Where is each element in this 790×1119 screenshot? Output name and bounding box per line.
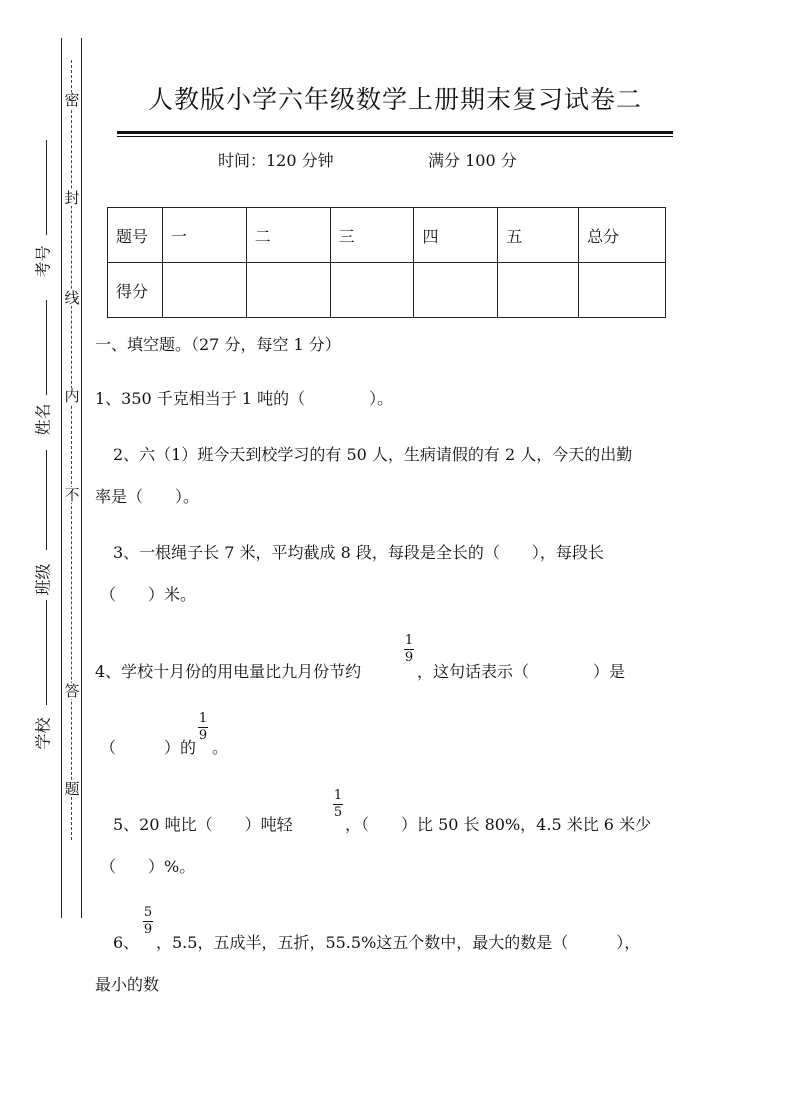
question-1: 1、350 千克相当于 1 吨的（ ）。: [95, 389, 394, 408]
label-name: 姓名: [33, 403, 53, 436]
question-2-line-1: 2、六（1）班今天到校学习的有 50 人，生病请假的有 2 人，今天的出勤: [113, 445, 633, 464]
title-rule-thick: [117, 131, 673, 134]
seal-char-da: 答: [64, 682, 80, 700]
label-class: 班级: [33, 563, 53, 596]
seal-char-xian: 线: [64, 289, 80, 307]
question-3-line-2: （ ）米。: [100, 585, 197, 604]
table-cell: 二: [246, 208, 330, 263]
question-4-line-1b: ，这句话表示（ ）是: [417, 662, 626, 681]
fraction-q4-b: [198, 712, 208, 743]
exam-time: 时间：120 分钟: [218, 151, 334, 170]
table-cell: 一: [162, 208, 246, 263]
score-input-cell[interactable]: [579, 263, 666, 318]
table-cell: 得分: [108, 263, 163, 318]
fraction-numerator: 1: [333, 788, 343, 803]
table-cell: 四: [414, 208, 498, 263]
class-field[interactable]: [46, 450, 47, 550]
seal-char-feng: 封: [64, 189, 80, 207]
label-exam-number: 考号: [33, 245, 53, 278]
table-row: [108, 208, 666, 263]
question-5-line-2: （ ）%。: [100, 857, 196, 876]
question-4-line-2b: 。: [212, 738, 229, 757]
title-rule-thin: [117, 136, 673, 137]
fraction-q5: [333, 789, 343, 820]
fraction-q6: [143, 906, 153, 937]
question-4-line-2a: （ ）的: [100, 738, 197, 757]
full-score: 满分 100 分: [428, 151, 517, 170]
seal-char-ti: 题: [64, 780, 80, 798]
margin-line-left: [61, 38, 62, 918]
school-field[interactable]: [46, 600, 47, 705]
question-6-prefix: 6、: [113, 933, 140, 952]
seal-char-bu: 不: [64, 486, 80, 504]
fraction-numerator: 5: [143, 905, 153, 920]
seal-dashed-line: [71, 60, 72, 840]
fraction-denominator: 5: [333, 805, 343, 820]
name-field[interactable]: [46, 300, 47, 395]
fraction-denominator: 9: [404, 650, 414, 665]
question-3-line-1: 3、一根绳子长 7 米，平均截成 8 段，每段是全长的（ ），每段长: [113, 543, 604, 562]
score-table: [107, 207, 666, 318]
score-input-cell[interactable]: [330, 263, 414, 318]
question-6-line-2: 最小的数: [95, 975, 160, 994]
question-2-line-2: 率是（ ）。: [95, 487, 200, 506]
margin-line-right: [81, 38, 82, 918]
question-4-line-1a: 4、学校十月份的用电量比九月份节约: [95, 662, 362, 681]
seal-char-mi: 密: [64, 91, 80, 109]
seal-char-nei: 内: [64, 387, 80, 405]
table-cell: 题号: [108, 208, 163, 263]
table-cell: 三: [330, 208, 414, 263]
question-5-line-1a: 5、20 吨比（ ）吨轻: [113, 815, 293, 834]
score-input-cell[interactable]: [162, 263, 246, 318]
label-school: 学校: [33, 717, 53, 750]
section-heading: 一、填空题。（27 分，每空 1 分）: [95, 335, 341, 354]
exam-number-field[interactable]: [46, 140, 47, 235]
fraction-denominator: 9: [198, 728, 208, 743]
table-cell: 五: [498, 208, 579, 263]
question-5-line-1b: ，（ ）比 50 长 80%，4.5 米比 6 米少: [345, 815, 652, 834]
fraction-numerator: 1: [198, 711, 208, 726]
table-row: [108, 263, 666, 318]
page-title: 人教版小学六年级数学上册期末复习试卷二: [147, 85, 642, 114]
table-cell: 总分: [579, 208, 666, 263]
fraction-q4-a: [404, 634, 414, 665]
question-6-line-1: ，5.5，五成半，五折，55.5%这五个数中，最大的数是（ ），: [156, 933, 641, 952]
fraction-numerator: 1: [404, 633, 414, 648]
fraction-denominator: 9: [143, 922, 153, 937]
score-input-cell[interactable]: [246, 263, 330, 318]
score-input-cell[interactable]: [498, 263, 579, 318]
score-input-cell[interactable]: [414, 263, 498, 318]
